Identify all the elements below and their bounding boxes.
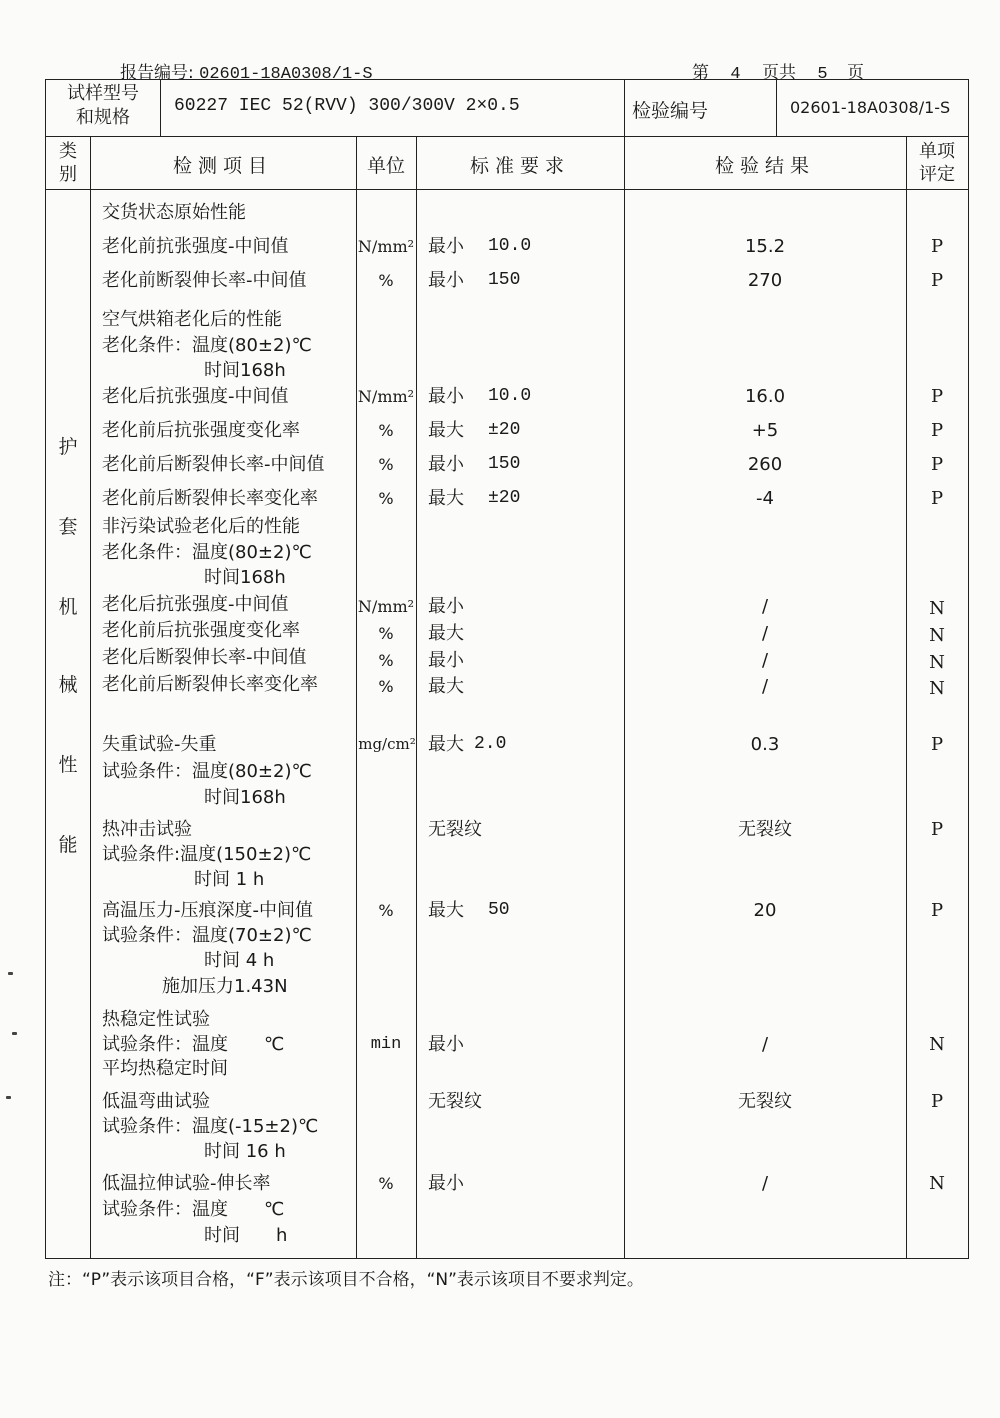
row-6-std-kind: 最小 — [428, 386, 464, 407]
col-verdict-line2: 评定 — [919, 164, 955, 185]
row-6-unit: N/mm² — [357, 387, 415, 406]
row-17-verdict: P — [930, 734, 944, 755]
row-23-result: 20 — [753, 900, 777, 921]
row-28-std-kind: 最小 — [428, 1034, 464, 1055]
row-23-std-kind: 最大 — [428, 900, 464, 921]
row-28-verdict: N — [929, 1034, 945, 1055]
row-20-item: 热冲击试验 — [102, 819, 192, 840]
row-13-verdict: N — [929, 598, 945, 619]
specimen-label — [46, 82, 160, 130]
row-30-result: 无裂纹 — [738, 1091, 792, 1112]
row-2-item: 老化前断裂伸长率-中间值 — [102, 270, 307, 291]
row-30-verdict: P — [930, 1091, 944, 1112]
row-7-std-kind: 最大 — [428, 420, 464, 441]
category-char-3: 机 — [58, 596, 78, 618]
row-7-result: +5 — [751, 420, 779, 441]
row-17-std-val: 2.0 — [474, 734, 507, 754]
row-33-unit: % — [378, 1174, 394, 1193]
row-7-verdict: P — [930, 420, 944, 441]
specimen-label-line2: 和规格 — [76, 107, 130, 128]
category-char-1: 护 — [58, 436, 78, 458]
specimen-label-line1: 试样型号 — [67, 83, 139, 104]
row-30-std-kind: 无裂纹 — [428, 1091, 482, 1112]
row-31-item: 试验条件：温度(-15±2)℃ — [102, 1116, 319, 1137]
report-number — [120, 58, 373, 84]
row-21-item: 试验条件:温度(150±2)℃ — [102, 844, 312, 865]
row-3-item: 空气烘箱老化后的性能 — [102, 309, 282, 330]
row-1-std-val: 10.0 — [488, 236, 532, 256]
row-25-item: 时间 4 h — [204, 950, 275, 971]
row-8-item: 老化前后断裂伸长率-中间值 — [102, 454, 325, 475]
row-9-result: -4 — [756, 488, 774, 509]
row-9-unit: % — [378, 489, 394, 508]
row-13-item: 老化后抗张强度-中间值 — [102, 594, 289, 615]
row-30-item: 低温弯曲试验 — [102, 1091, 210, 1112]
row-23-item: 高温压力-压痕深度-中间值 — [102, 900, 313, 921]
row-19-item: 时间168h — [204, 787, 286, 808]
scan-speck — [12, 1032, 17, 1035]
row-8-result: 260 — [747, 454, 783, 475]
row-2-verdict: P — [930, 270, 944, 291]
row-6-std-val: 10.0 — [488, 386, 532, 406]
row-24-item: 试验条件：温度(70±2)℃ — [102, 925, 312, 946]
inspection-no-label: 检验编号 — [632, 100, 709, 122]
row-32-item: 时间 16 h — [204, 1141, 286, 1162]
row-16-verdict: N — [929, 678, 945, 699]
row-12-item: 时间168h — [204, 567, 286, 588]
col-item-header: 检测项目 — [172, 155, 273, 177]
row-9-std-val: ±20 — [488, 488, 521, 508]
row-13-result: / — [761, 596, 769, 617]
col-standard-header: 标准要求 — [469, 155, 570, 177]
row-9-std-kind: 最大 — [428, 488, 464, 509]
row-20-std-kind: 无裂纹 — [428, 819, 482, 840]
row-17-unit: mg/cm² — [358, 735, 416, 753]
row-33-item: 低温拉伸试验-伸长率 — [102, 1173, 271, 1194]
row-28-result: / — [761, 1034, 769, 1055]
row-15-item: 老化后断裂伸长率-中间值 — [102, 647, 307, 668]
category-char-5: 性 — [58, 754, 78, 776]
row-17-item: 失重试验-失重 — [102, 734, 217, 755]
row-16-unit: % — [378, 677, 394, 696]
category-char-6: 能 — [58, 834, 78, 856]
row-14-std-kind: 最大 — [428, 623, 464, 644]
row-14-item: 老化前后抗张强度变化率 — [102, 620, 300, 641]
row-1-verdict: P — [930, 236, 944, 257]
row-5-item: 时间168h — [204, 360, 286, 381]
row-33-verdict: N — [929, 1173, 945, 1194]
row-23-unit: % — [378, 901, 394, 920]
row-8-unit: % — [378, 455, 394, 474]
row-20-result: 无裂纹 — [738, 819, 792, 840]
row-15-unit: % — [378, 651, 394, 670]
row-27-item: 热稳定性试验 — [102, 1009, 210, 1030]
row-10-item: 非污染试验老化后的性能 — [102, 516, 300, 537]
row-14-verdict: N — [929, 625, 945, 646]
row-7-std-val: ±20 — [488, 420, 521, 440]
page-ye: 页 — [847, 63, 865, 83]
row-28-unit: min — [370, 1035, 402, 1054]
row-6-item: 老化后抗张强度-中间值 — [102, 386, 289, 407]
row-1-result: 15.2 — [744, 236, 786, 257]
row-1-unit: N/mm² — [357, 237, 415, 256]
page-indicator — [692, 58, 892, 84]
scan-speck — [8, 972, 13, 975]
row-1-std-kind: 最小 — [428, 236, 464, 257]
row-13-unit: N/mm² — [357, 597, 415, 616]
row-33-std-kind: 最小 — [428, 1173, 464, 1194]
row-15-std-kind: 最小 — [428, 650, 464, 671]
page-current: 4 — [730, 65, 741, 84]
col-category-header — [46, 140, 90, 186]
row-18-item: 试验条件：温度(80±2)℃ — [102, 761, 312, 782]
row-16-result: / — [761, 676, 769, 697]
page-total: 5 — [817, 65, 828, 84]
row-8-std-kind: 最小 — [428, 454, 464, 475]
row-2-std-kind: 最小 — [428, 270, 464, 291]
col-verdict-header — [906, 140, 968, 186]
row-4-item: 老化条件：温度(80±2)℃ — [102, 335, 312, 356]
row-9-verdict: P — [930, 488, 944, 509]
report-number-label: 报告编号: — [120, 63, 194, 83]
row-11-item: 老化条件：温度(80±2)℃ — [102, 542, 312, 563]
row-33-result: / — [761, 1173, 769, 1194]
col-category-line1: 类 — [59, 141, 77, 162]
row-17-result: 0.3 — [750, 734, 780, 755]
row-1-item: 老化前抗张强度-中间值 — [102, 236, 289, 257]
row-6-result: 16.0 — [744, 386, 786, 407]
row-8-verdict: P — [930, 454, 944, 475]
category-char-4: 械 — [58, 674, 78, 696]
row-2-result: 270 — [747, 270, 783, 291]
row-15-result: / — [761, 650, 769, 671]
row-34-item: 试验条件：温度 ℃ — [102, 1199, 285, 1220]
inspection-no-value: 02601-18A0308/1-S — [790, 98, 951, 117]
page-di: 第 — [692, 63, 709, 83]
row-22-item: 时间 1 h — [194, 869, 265, 890]
col-result-header: 检验结果 — [714, 155, 815, 177]
row-35-item: 时间 h — [204, 1225, 288, 1246]
scan-speck — [6, 1096, 11, 1099]
row-9-item: 老化前后断裂伸长率变化率 — [102, 488, 318, 509]
row-2-std-val: 150 — [488, 270, 521, 290]
row-20-verdict: P — [930, 819, 944, 840]
row-16-std-kind: 最大 — [428, 676, 464, 697]
row-23-verdict: P — [930, 900, 944, 921]
row-14-unit: % — [378, 624, 394, 643]
row-28-item: 试验条件：温度 ℃ — [102, 1034, 285, 1055]
footnote: 注：“P”表示该项目合格，“F”表示该项目不合格，“N”表示该项目不要求判定。 — [48, 1270, 644, 1290]
row-14-result: / — [761, 623, 769, 644]
col-category-line2: 别 — [59, 164, 77, 185]
row-15-verdict: N — [929, 652, 945, 673]
row-29-item: 平均热稳定时间 — [102, 1058, 228, 1079]
col-unit-header: 单位 — [366, 155, 405, 177]
row-23-std-val: 50 — [488, 900, 510, 920]
row-13-std-kind: 最小 — [428, 596, 464, 617]
col-verdict-line1: 单项 — [919, 141, 955, 162]
row-7-unit: % — [378, 421, 394, 440]
category-char-2: 套 — [58, 516, 78, 538]
row-17-std-kind: 最大 — [428, 734, 464, 755]
specimen-value: 60227 IEC 52(RVV) 300/300V 2×0.5 — [174, 96, 520, 116]
row-8-std-val: 150 — [488, 454, 521, 474]
row-0-item: 交货状态原始性能 — [102, 202, 246, 223]
page-ye-gong: 页共 — [762, 63, 797, 83]
row-6-verdict: P — [930, 386, 944, 407]
row-2-unit: % — [378, 271, 394, 290]
row-16-item: 老化前后断裂伸长率变化率 — [102, 674, 318, 695]
row-26-item: 施加压力1.43N — [162, 976, 288, 997]
row-7-item: 老化前后抗张强度变化率 — [102, 420, 300, 441]
report-number-value: 02601-18A0308/1-S — [199, 65, 373, 84]
